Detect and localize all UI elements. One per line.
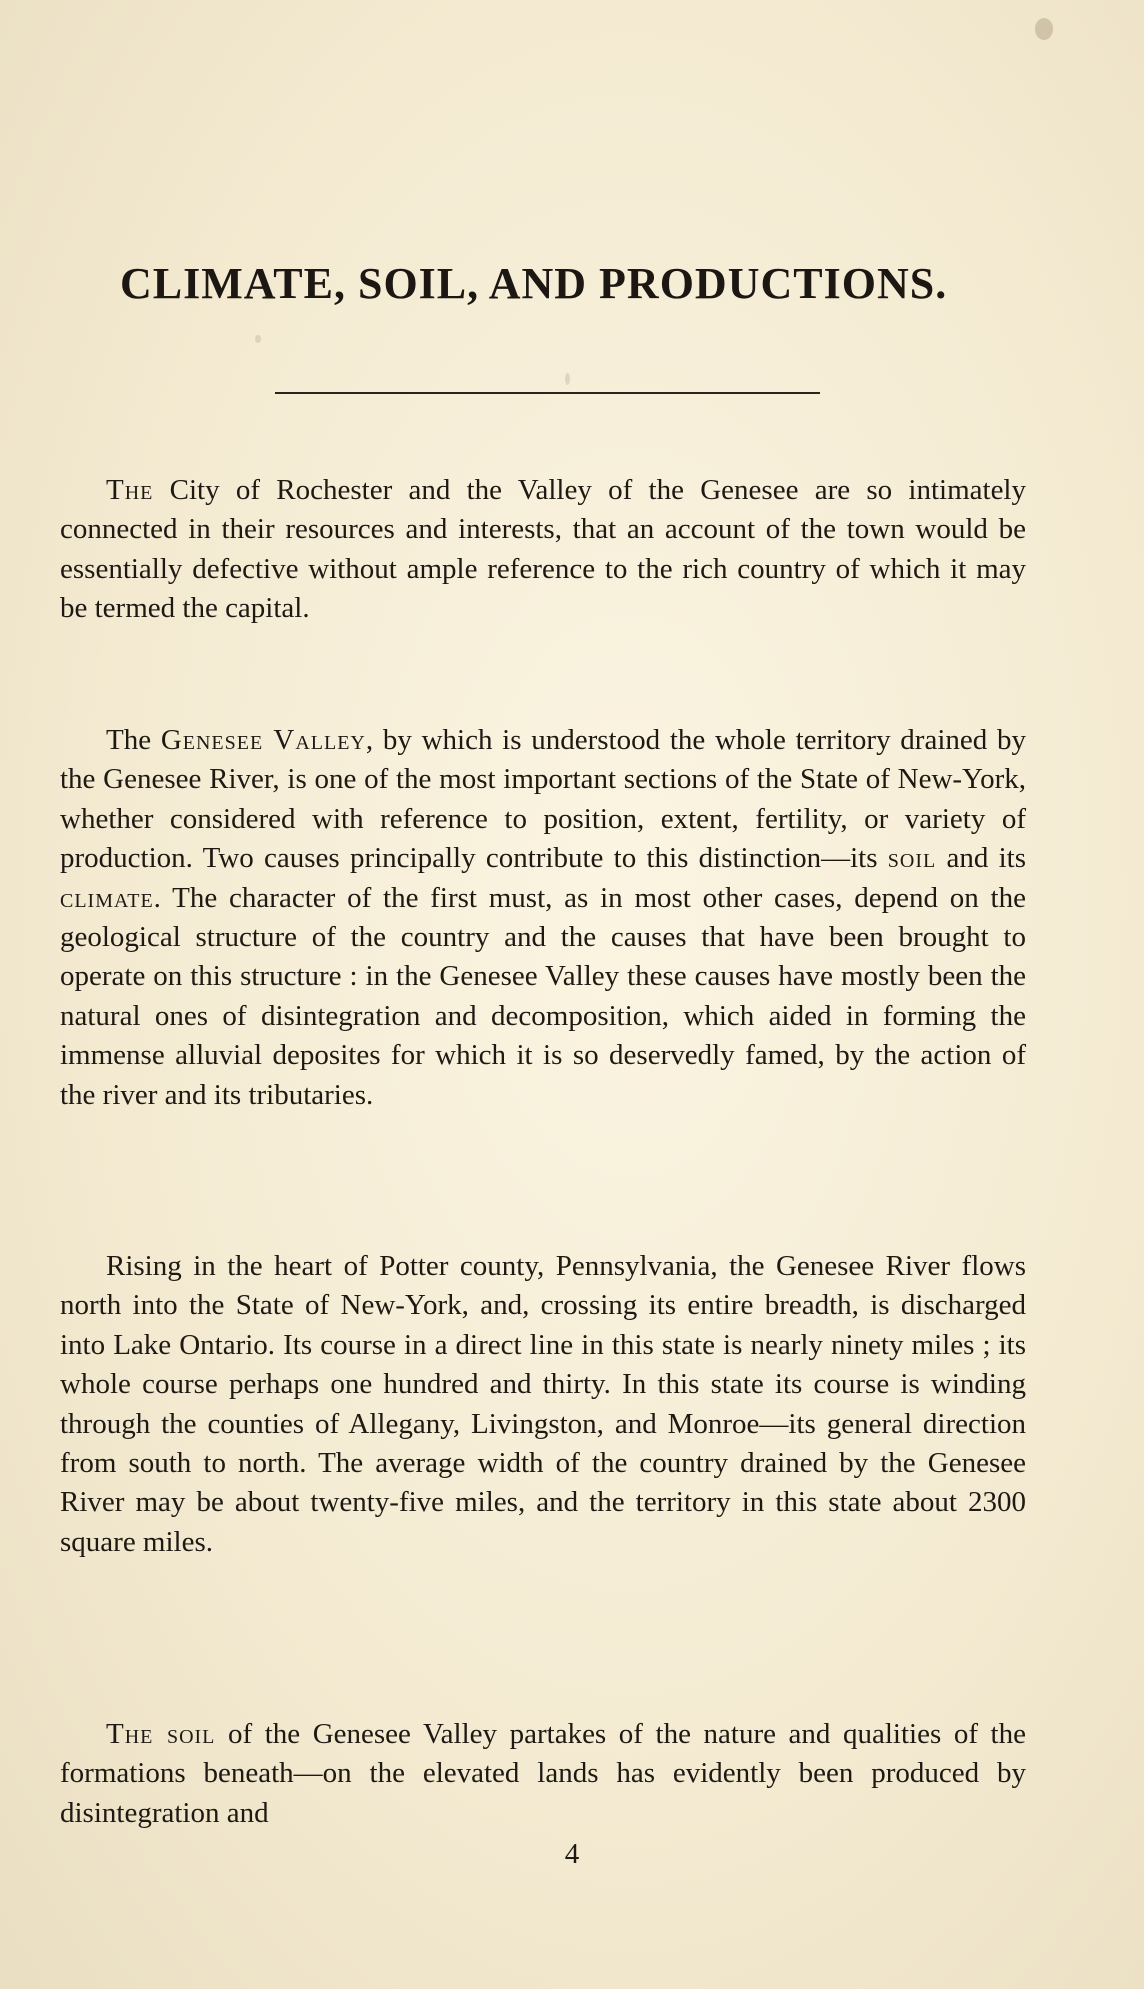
paragraph-2-lead-caps: Genesee Valley xyxy=(160,724,366,756)
paragraph-1 xyxy=(60,471,1026,629)
paragraph-3-text: Rising in the heart of Potter county, Pennsylvania, the Genesee River flows north into the State of New-York, and, crossing its entire breadth, is discharged into Lake Ontario. Its course in a direct line in this state is nearly ninety miles ; its whole course perhaps one hundred and thirty. In this state its course is winding through the counties of Allegany, Livingston, and Monroe—its general direction from south to north. The average width of the country drained by the Genesee River may be about twenty-five miles, and the territory in this state about 2300 square miles. xyxy=(60,1250,1026,1558)
chapter-title: CLIMATE, SOIL, AND PRODUCTIONS. xyxy=(120,259,948,308)
paragraph-4 xyxy=(60,1715,1026,1833)
paragraph-2-text-b: and its xyxy=(936,842,1026,875)
paragraph-4-lead: The soil xyxy=(106,1718,216,1750)
paper-stain xyxy=(255,335,261,343)
paragraph-2-climate: climate xyxy=(60,881,154,914)
paragraph-4-text: of the Genesee Valley partakes of the nature and qualities of the formations beneath—on the elevated lands has evidently been produced by disintegration and xyxy=(60,1718,1026,1829)
paragraph-1-lead: The xyxy=(106,474,154,506)
page-number: 4 xyxy=(564,1838,580,1870)
paper-stain xyxy=(565,373,570,385)
paper-stain xyxy=(1035,18,1053,40)
paragraph-2-lead: The xyxy=(106,724,161,756)
paragraph-2 xyxy=(60,721,1026,1115)
paragraph-3 xyxy=(60,1247,1026,1562)
paragraph-1-text: City of Rochester and the Valley of the Genesee are so intimately connected in their resources and interests, that an account of the town would be essentially defective without ample reference to the rich country of which it may be termed the capital. xyxy=(60,474,1026,625)
paragraph-2-text-a: , by which is understood the whole territory drained by the Genesee River, is one of the most important sections of the State of New-York, whether considered with reference to position, extent, fertility, or variety of production. Two causes principally contribute to this distinction—its xyxy=(60,724,1026,875)
paragraph-2-soil: soil xyxy=(887,842,937,875)
paragraph-2-text-c: . The character of the first must, as in most other cases, depend on the geological structure of the country and the causes that have been brought to operate on this structure : in the Genesee Valley these causes have mostly been the natural ones of disintegration and decomposition, which aided in forming the immense alluvial deposites for which it is so deservedly famed, by the action of the river and its tributaries. xyxy=(60,881,1026,1111)
title-rule xyxy=(275,392,820,394)
